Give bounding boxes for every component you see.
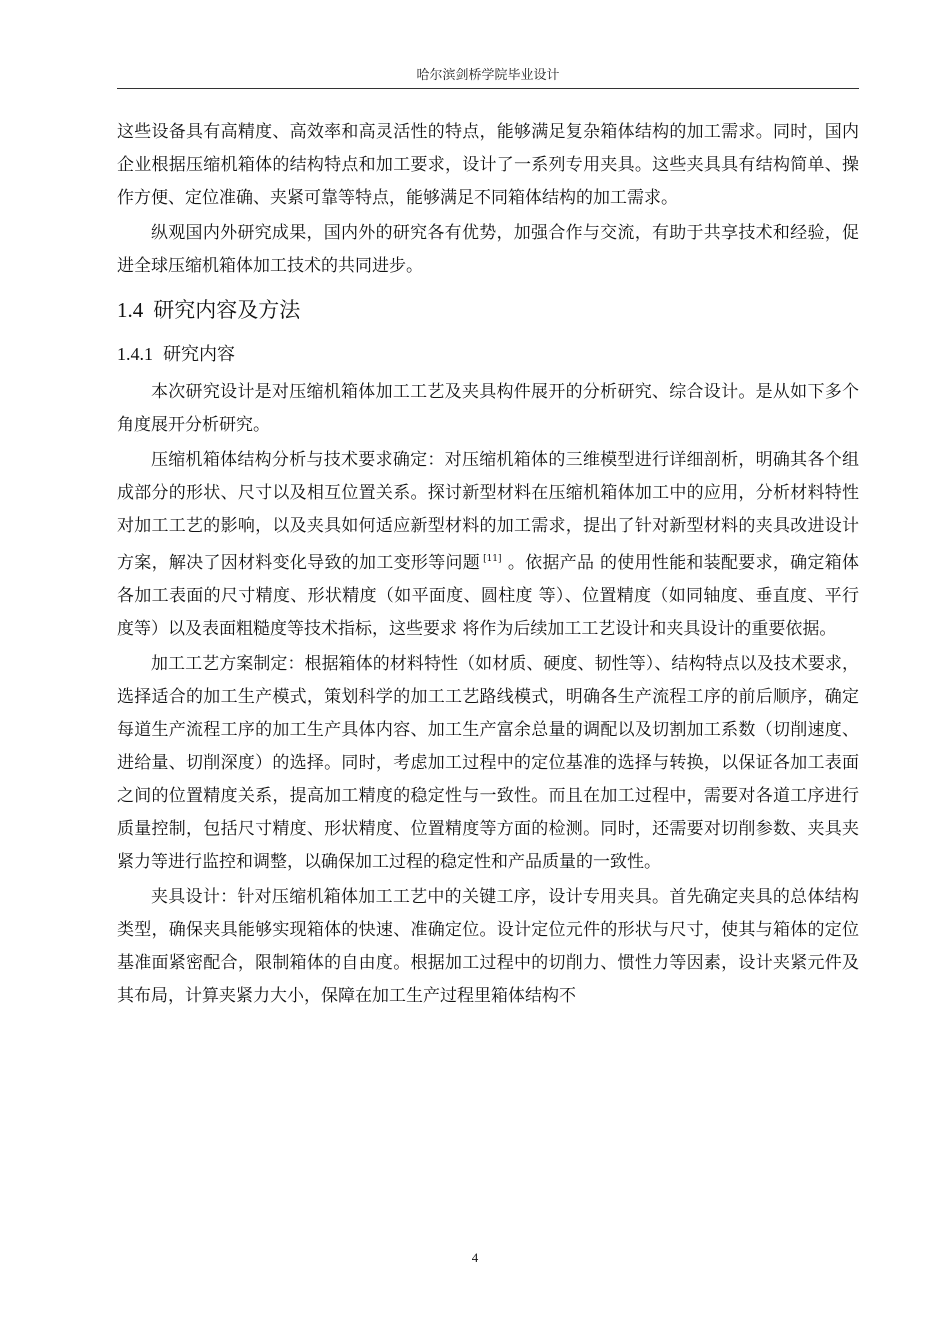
header-rule xyxy=(117,88,859,89)
subsection-number: 1.4.1 xyxy=(117,344,153,364)
page-body xyxy=(117,116,859,1013)
structure-text-b: 。依据产品 的使用性能和装配要求，确定箱体各加工表面的尺寸精度、形状精度（如平面度、圆柱度 等）、位置精度（如同轴度、垂直度、平行度等）以及表面粗糙度等技术指标，这些要求 将作为后续加工工艺设计和夹具设计的重要依据。 xyxy=(117,553,860,639)
page-header: 哈尔滨剑桥学院毕业设计 xyxy=(416,68,560,83)
paragraph-fixture: 夹具设计：针对压缩机箱体加工工艺中的关键工序，设计专用夹具。首先确定夹具的总体结构类型，确保夹具能够实现箱体的快速、准确定位。设计定位元件的形状与尺寸，使其与箱体的定位基准面紧密配合，限制箱体的自由度。根据加工过程中的切削力、惯性力等因素，设计夹紧元件及其布局，计算夹紧力大小，保障在加工生产过程里箱体结构不 xyxy=(117,887,859,1006)
subsection-heading xyxy=(117,337,859,372)
paragraph-intro: 本次研究设计是对压缩机箱体加工工艺及夹具构件展开的分析研究、综合设计。是从如下多个角度展开分析研究。 xyxy=(117,382,859,435)
citation-marker: [11] xyxy=(483,554,502,564)
paragraph-continuation: 这些设备具有高精度、高效率和高灵活性的特点，能够满足复杂箱体结构的加工需求。同时，国内企业根据压缩机箱体的结构特点和加工要求，设计了一系列专用夹具。这些夹具具有结构简单、操作方便、定位准确、夹紧可靠等特点，能够满足不同箱体结构的加工需求。 xyxy=(117,122,859,208)
subsection-title: 研究内容 xyxy=(163,344,235,365)
section-heading xyxy=(117,293,859,327)
section-number: 1.4 xyxy=(117,298,144,322)
page-number: 4 xyxy=(471,1250,479,1265)
section-title: 研究内容及方法 xyxy=(153,298,301,322)
structure-text-a: 压缩机箱体结构分析与技术要求确定：对压缩机箱体的三维模型进行详细剖析，明确其各个组成部分的形状、尺寸以及相互位置关系。探讨新型材料在压缩机箱体加工中的应用，分析材料特性对加工工艺的影响，以及夹具如何适应新型材料的加工需求，提出了针对新型材料的夹具改进设计方案，解决了因材料变化导致的加工变形等问题 xyxy=(117,450,859,573)
paragraph-process: 加工工艺方案制定：根据箱体的材料特性（如材质、硬度、韧性等）、结构特点以及技术要求，选择适合的加工生产模式，策划科学的加工工艺路线模式，明确各生产流程工序的前后顺序，确定每道生产流程工序的加工生产具体内容、加工生产富余总量的调配以及切割加工系数（切削速度、进给量、切削深度）的选择。同时，考虑加工过程中的定位基准的选择与转换，以保证各加工表面之间的位置精度关系，提高加工精度的稳定性与一致性。而且在加工过程中，需要对各道工序进行质量控制，包括尺寸精度、形状精度、位置精度等方面的检测。同时，还需要对切削参数、夹具夹紧力等进行监控和调整，以确保加工过程的稳定性和产品质量的一致性。 xyxy=(117,654,859,872)
paragraph-structure xyxy=(117,444,859,646)
paragraph-summary: 纵观国内外研究成果，国内外的研究各有优势，加强合作与交流，有助于共享技术和经验，促进全球压缩机箱体加工技术的共同进步。 xyxy=(117,223,859,276)
